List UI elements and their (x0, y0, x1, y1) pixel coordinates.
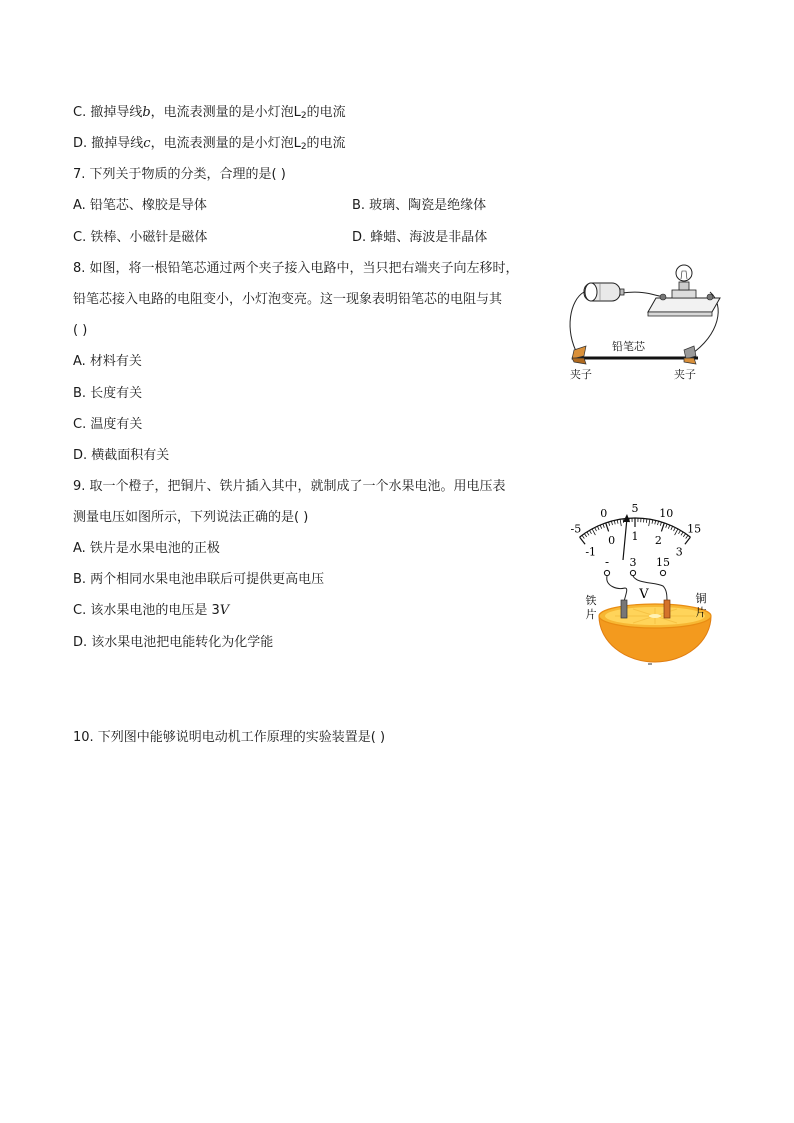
q8-circuit-figure (560, 260, 730, 385)
dial-tick (683, 534, 685, 537)
dial-tick (617, 520, 618, 524)
dial-tick (611, 521, 612, 525)
lower-scale-label: 0 (608, 533, 616, 547)
dial-tick (606, 523, 609, 532)
dial-tick (655, 520, 656, 524)
dial-tick (666, 524, 667, 528)
wire-to-copper (633, 576, 667, 602)
q9-fruit-battery-figure (555, 478, 730, 668)
q6-option-d (73, 135, 346, 156)
q6-option-c (73, 104, 346, 125)
q7-option-a: A. 铅笔芯、橡胶是导体 (73, 198, 207, 213)
q9-option-d: D. 该水果电池把电能转化为化学能 (73, 635, 274, 650)
dial-tick (590, 530, 592, 533)
iron-label-2: 片 (585, 608, 597, 621)
dial-tick (649, 519, 650, 526)
dial-tick (686, 535, 688, 538)
q9-stem-line2: 测量电压如图所示，下列说法正确的是( ) (73, 510, 309, 525)
dial-tick (675, 529, 678, 535)
battery-icon (584, 283, 624, 301)
terminal-15 (660, 570, 665, 575)
terminal-label-15: 15 (656, 556, 670, 569)
q8-option-a: A. 材料有关 (73, 354, 142, 369)
terminal-label-3: 3 (629, 556, 637, 569)
iron-label-1: 铁 (585, 594, 597, 607)
clip-right-label: 夹子 (674, 368, 696, 381)
terminal-label-negative: - (604, 555, 610, 569)
q8-stem-line3: ( ) (73, 323, 88, 338)
q9-option-a: A. 铁片是水果电池的正极 (73, 541, 220, 556)
wire-to-iron (607, 576, 627, 602)
q8-option-c: C. 温度有关 (73, 417, 143, 432)
dial-tick (603, 524, 604, 528)
q6-option-c-sub: 2 (300, 111, 307, 121)
orange-fruit-icon (599, 604, 711, 664)
q6-option-d-var: c (143, 136, 151, 151)
terminal-negative (604, 570, 609, 575)
upper-scale-label: -5 (570, 522, 582, 536)
q7-option-d: D. 蜂蜡、海波是非晶体 (352, 230, 488, 245)
right-clip-icon (684, 346, 696, 364)
q6-option-d-suffix: 的电流 (306, 136, 346, 151)
clip-left-label: 夹子 (570, 368, 592, 381)
dial-tick (584, 534, 586, 537)
lower-scale-label: 1 (631, 530, 639, 543)
dial-tick (674, 528, 676, 532)
dial-tick (652, 520, 653, 524)
dial-tick (620, 519, 621, 526)
dial-tick (646, 519, 647, 523)
q8-option-b: B. 长度有关 (73, 386, 143, 401)
q7-option-c: C. 铁棒、小磁针是磁体 (73, 230, 208, 245)
dial-tick (623, 519, 624, 523)
dial-tick (595, 528, 597, 532)
upper-scale-label: 15 (687, 522, 702, 536)
dial-tick (681, 532, 683, 535)
dial-tick (614, 520, 615, 524)
q9-option-c-prefix: C. 该水果电池的电压是 3 (73, 603, 220, 618)
upper-scale-label: 5 (631, 502, 639, 515)
copper-label-1: 铜 (695, 592, 707, 605)
light-bulb-icon (676, 265, 692, 290)
q6-option-c-suffix: 的电流 (306, 105, 346, 120)
dial-tick (679, 530, 681, 533)
dial-tick (658, 521, 659, 525)
q9-stem-line1: 9. 取一个橙子，把铜片、铁片插入其中，就制成了一个水果电池。用电压表 (73, 479, 506, 494)
q6-option-c-var: b (142, 105, 151, 120)
q6-option-d-mid: ，电流表测量的是小灯泡L (150, 136, 301, 151)
dial-tick (668, 525, 670, 529)
voltmeter-symbol: V (639, 587, 649, 602)
dial-tick (592, 529, 595, 535)
voltmeter-dial (571, 502, 702, 560)
q8-option-d: D. 横截面积有关 (73, 448, 170, 463)
dial-tick (609, 522, 610, 526)
copper-plate-icon (664, 600, 670, 618)
dial-tick (597, 526, 599, 530)
terminal-3 (630, 570, 635, 575)
pencil-lead-label: 铅笔芯 (612, 340, 645, 353)
lower-scale-label: 3 (675, 545, 683, 559)
dial-tick (587, 532, 589, 535)
dial-tick (600, 525, 602, 529)
dial-tick (661, 523, 664, 532)
meter-needle (623, 518, 627, 560)
dial-tick (582, 535, 584, 538)
q6-option-d-sub: 2 (300, 142, 307, 152)
q10-stem: 10. 下列图中能够说明电动机工作原理的实验装置是( ) (73, 730, 386, 745)
q7-option-b: B. 玻璃、陶瓷是绝缘体 (352, 198, 487, 213)
dial-tick (671, 526, 673, 530)
copper-label-2: 片 (695, 606, 707, 619)
q6-option-d-prefix: D. 撤掉导线 (73, 136, 144, 151)
q6-option-c-mid: ，电流表测量的是小灯泡L (150, 105, 301, 120)
wire-left (570, 292, 584, 355)
iron-plate-icon (621, 600, 627, 618)
q9-option-c-unit: V (219, 603, 230, 618)
lower-scale-label: 2 (654, 533, 662, 547)
q9-option-b: B. 两个相同水果电池串联后可提供更高电压 (73, 572, 325, 587)
dial-tick (660, 522, 661, 526)
q8-stem-line2: 铅笔芯接入电路的电阻变小，小灯泡变亮。这一现象表明铅笔芯的电阻与其 (73, 292, 503, 307)
upper-scale-label: 10 (659, 507, 674, 521)
lower-scale-label: -1 (585, 545, 597, 559)
q6-option-c-prefix: C. 撤掉导线 (73, 105, 143, 120)
wire-battery-bulb (622, 292, 660, 296)
upper-scale-label: 0 (600, 507, 608, 521)
bulb-holder-board-icon (648, 290, 720, 316)
left-clip-icon (572, 346, 586, 364)
q9-option-c (73, 602, 229, 620)
q7-stem: 7. 下列关于物质的分类，合理的是( ) (73, 167, 286, 182)
q8-stem-line1: 8. 如图，将一根铅笔芯通过两个夹子接入电路中，当只把右端夹子向左移时， (73, 261, 519, 276)
